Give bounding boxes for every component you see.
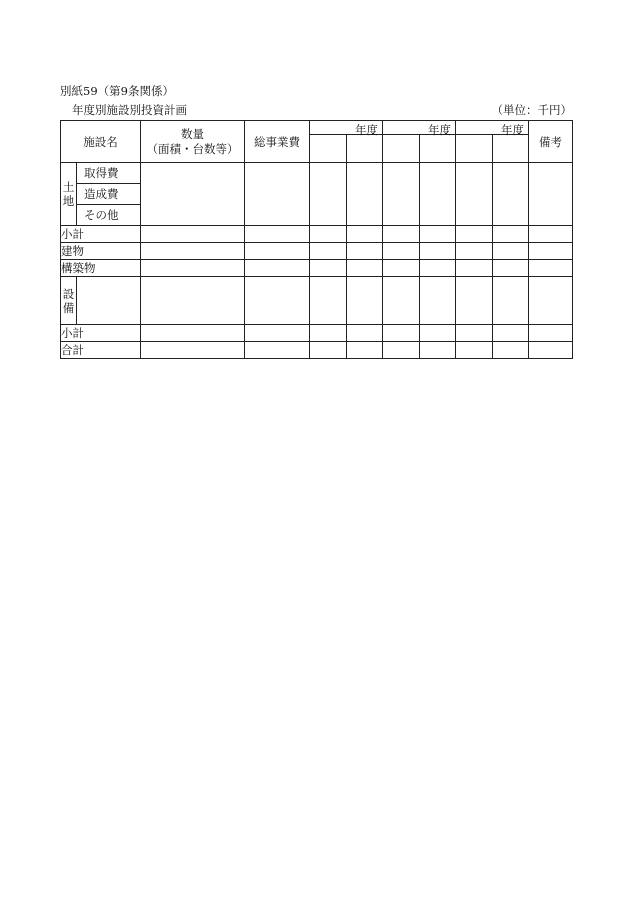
cell (141, 277, 245, 325)
cell (456, 342, 493, 359)
cell (383, 342, 420, 359)
cell (245, 163, 310, 226)
cell (141, 260, 245, 277)
cell (420, 243, 456, 260)
grand-total-label: 合計 (61, 342, 141, 359)
cell (310, 260, 347, 277)
header-year-3 (456, 121, 529, 135)
building-label: 建物 (61, 243, 141, 260)
cell (245, 342, 310, 359)
cell (383, 277, 420, 325)
header-sub-cell (383, 135, 420, 163)
land-subtotal-label: 小計 (61, 226, 141, 243)
cell (493, 277, 529, 325)
cell (141, 226, 245, 243)
cell (493, 342, 529, 359)
cell (347, 243, 383, 260)
cell (310, 163, 347, 226)
cell (245, 243, 310, 260)
header-quantity (141, 121, 245, 163)
land-label: 土地 (62, 180, 75, 208)
cell (245, 260, 310, 277)
cell (493, 260, 529, 277)
header-row-1 (61, 121, 573, 135)
cell (493, 226, 529, 243)
header-quantity-line1: 数量 (181, 126, 204, 141)
cell (420, 226, 456, 243)
header-sub-cell (420, 135, 456, 163)
equipment-item-cell (77, 277, 141, 325)
land-item-label: 造成費 (77, 184, 141, 205)
cell (420, 325, 456, 342)
cell (310, 325, 347, 342)
header-remarks: 備考 (529, 121, 573, 163)
header-year-1-label: 年度 (355, 123, 378, 137)
header-year-1 (310, 121, 383, 135)
cell (141, 243, 245, 260)
cell (347, 260, 383, 277)
cell (529, 260, 573, 277)
equipment-subtotal-label: 小計 (61, 325, 141, 342)
cell (456, 277, 493, 325)
cell (141, 325, 245, 342)
cell (420, 163, 456, 226)
header-sub-cell (456, 135, 493, 163)
equipment-group-label (61, 277, 77, 325)
header-quantity-line2: （面積・台数等） (146, 141, 239, 156)
header-sub-cell (493, 135, 529, 163)
cell (456, 163, 493, 226)
cell (310, 226, 347, 243)
cell (141, 163, 245, 226)
structure-label: 構築物 (61, 260, 141, 277)
subtitle-row (60, 102, 572, 118)
cell (310, 243, 347, 260)
header-total-cost: 総事業費 (245, 121, 310, 163)
cell (310, 342, 347, 359)
header-year-2 (383, 121, 456, 135)
header-facility: 施設名 (61, 121, 141, 163)
cell (456, 260, 493, 277)
cell (529, 342, 573, 359)
header-year-2-label: 年度 (428, 123, 451, 137)
cell (420, 260, 456, 277)
cell (456, 325, 493, 342)
grand-total-row (61, 342, 573, 359)
equipment-label: 設備 (62, 286, 75, 315)
cell (383, 325, 420, 342)
cell (420, 277, 456, 325)
cell (141, 342, 245, 359)
cell (420, 342, 456, 359)
cell (456, 243, 493, 260)
cell (456, 226, 493, 243)
cell (245, 325, 310, 342)
cell (310, 277, 347, 325)
cell (383, 163, 420, 226)
equipment-subtotal-row (61, 325, 573, 342)
land-row-acquisition (61, 163, 573, 184)
cell (347, 163, 383, 226)
structure-row (61, 260, 573, 277)
equipment-row (61, 277, 573, 325)
form-label: 別紙59（第9条関係） (60, 84, 174, 98)
cell (383, 226, 420, 243)
cell (347, 342, 383, 359)
cell (493, 163, 529, 226)
land-item-label: 取得費 (77, 163, 141, 184)
cell (493, 243, 529, 260)
land-item-label: その他 (77, 205, 141, 226)
investment-plan-table (60, 120, 573, 359)
cell (383, 260, 420, 277)
building-row (61, 243, 573, 260)
cell (347, 325, 383, 342)
cell (529, 163, 573, 226)
header-sub-cell (347, 135, 383, 163)
cell (529, 277, 573, 325)
cell (493, 325, 529, 342)
header-sub-cell (310, 135, 347, 163)
land-group-label (61, 163, 77, 226)
unit-label: （単位：千円） (491, 103, 572, 117)
cell (529, 226, 573, 243)
cell (529, 325, 573, 342)
cell (383, 243, 420, 260)
cell (529, 243, 573, 260)
cell (245, 277, 310, 325)
cell (245, 226, 310, 243)
cell (347, 226, 383, 243)
cell (347, 277, 383, 325)
table-title: 年度別施設別投資計画 (72, 103, 187, 117)
land-subtotal-row (61, 226, 573, 243)
header-year-3-label: 年度 (501, 123, 524, 137)
